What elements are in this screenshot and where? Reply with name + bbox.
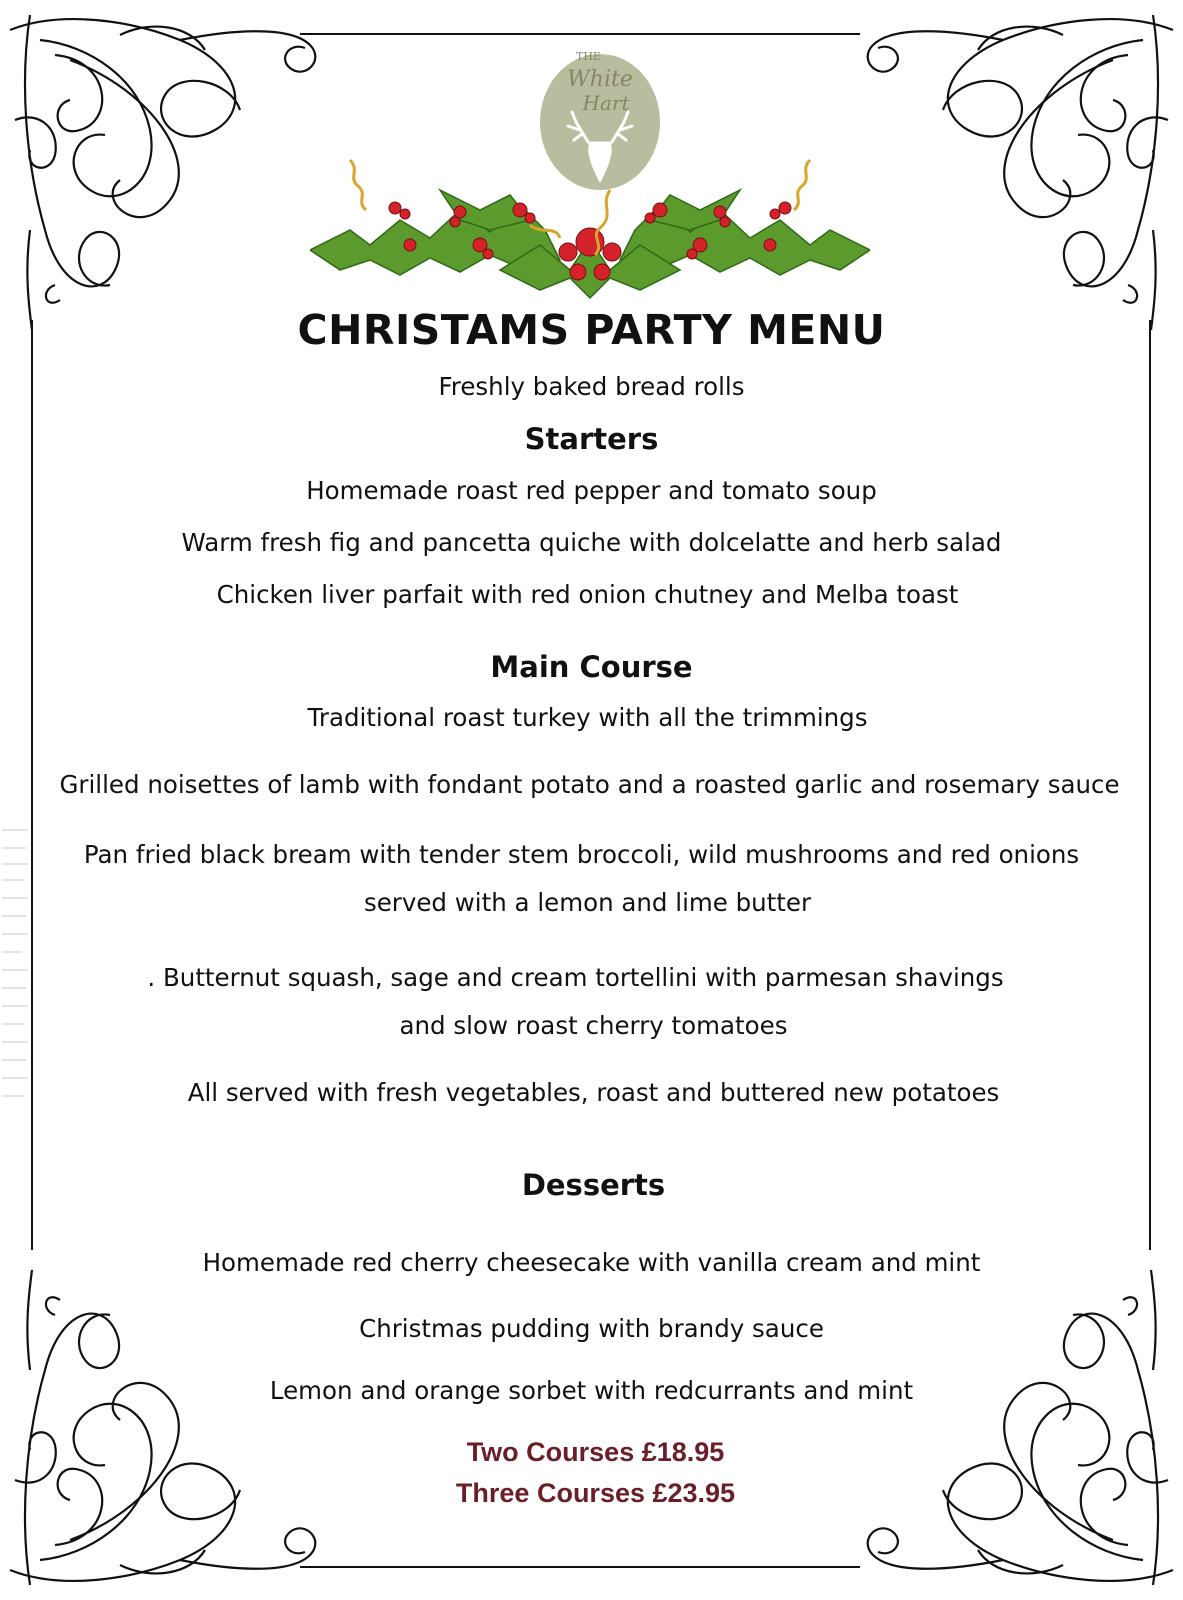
starter-item: Warm fresh fig and pancetta quiche with dolcelatte and herb salad (181, 528, 1002, 557)
dessert-item: Lemon and orange sorbet with redcurrants and mint (269, 1376, 914, 1405)
main-item: Pan fried black bream with tender stem broccoli, wild mushrooms and red onions (83, 840, 1080, 869)
main-item: . Butternut squash, sage and cream tortellini with parmesan shavings (147, 963, 1004, 992)
starter-item: Homemade roast red pepper and tomato soup (306, 476, 877, 505)
menu-title: CHRISTAMS PARTY MENU (297, 306, 886, 354)
starter-item: Chicken liver parfait with red onion chutney and Melba toast (216, 580, 959, 609)
logo-hart-text: Hart (582, 91, 630, 115)
main-course-heading: Main Course (490, 650, 693, 684)
desserts-heading: Desserts (521, 1168, 666, 1202)
starters-heading: Starters (524, 422, 659, 456)
dessert-item: Homemade red cherry cheesecake with vanilla cream and mint (202, 1248, 981, 1277)
main-item: Traditional roast turkey with all the trimmings (307, 703, 868, 732)
main-item: Grilled noisettes of lamb with fondant potato and a roasted garlic and rosemary sauce (59, 770, 1120, 799)
price-three-courses: Three Courses £23.95 (455, 1478, 736, 1508)
price-two-courses: Two Courses £18.95 (466, 1437, 725, 1467)
holly-garland-icon (310, 150, 870, 300)
main-item-continued: and slow roast cherry tomatoes (399, 1011, 788, 1040)
bread-line: Freshly baked bread rolls (438, 372, 745, 401)
logo-white-text: White (567, 67, 633, 92)
logo-the-text: THE (576, 50, 601, 63)
dessert-item: Christmas pudding with brandy sauce (359, 1314, 824, 1343)
main-course-note: All served with fresh vegetables, roast and buttered new potatoes (187, 1078, 1000, 1107)
main-item-continued: served with a lemon and lime butter (363, 888, 812, 917)
